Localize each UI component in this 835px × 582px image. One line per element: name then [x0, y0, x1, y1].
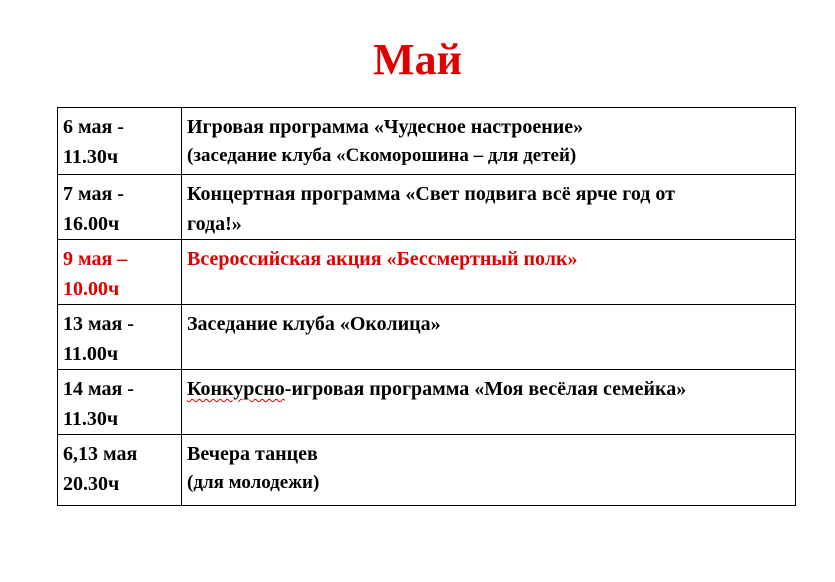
event-title: Всероссийская акция «Бессмертный полк»	[187, 248, 578, 270]
date-cell	[58, 175, 182, 240]
time-line: 16.00ч	[63, 213, 120, 235]
page-title: Май	[373, 35, 462, 84]
event-title-continued: года!»	[187, 213, 242, 235]
time-line: 11.30ч	[63, 146, 119, 168]
event-subtitle: (для молодежи)	[187, 472, 320, 493]
event-title: Заседание клуба «Околица»	[187, 313, 441, 335]
event-cell	[182, 370, 796, 435]
schedule-table	[57, 107, 796, 506]
date-line: 7 мая -	[63, 183, 124, 205]
date-line: 14 мая -	[63, 378, 134, 400]
event-cell	[182, 435, 796, 506]
table-row-highlighted	[58, 240, 796, 305]
event-title: Концертная программа «Свет подвига всё ярче год от	[187, 183, 675, 205]
spellcheck-word: Конкурсно	[187, 378, 285, 400]
date-line: 13 мая -	[63, 313, 134, 335]
date-cell	[58, 305, 182, 370]
event-subtitle: (заседание клуба «Скоморошина – для детей)	[187, 145, 577, 166]
event-title	[187, 374, 789, 404]
event-cell	[182, 305, 796, 370]
event-cell	[182, 108, 796, 175]
date-line: 9 мая –	[63, 248, 128, 270]
table-row	[58, 435, 796, 506]
date-cell	[58, 240, 182, 305]
time-line: 20.30ч	[63, 473, 120, 495]
time-line: 10.00ч	[63, 278, 120, 300]
date-cell	[58, 370, 182, 435]
time-line: 11.00ч	[63, 343, 119, 365]
table-row	[58, 305, 796, 370]
date-cell	[58, 108, 182, 175]
table-row	[58, 370, 796, 435]
time-line: 11.30ч	[63, 408, 119, 430]
date-cell	[58, 435, 182, 506]
date-line: 6 мая -	[63, 116, 124, 138]
event-title-rest: -игровая программа «Моя весёлая семейка»	[284, 378, 687, 400]
date-line: 6,13 мая	[63, 443, 138, 465]
table-row	[58, 108, 796, 175]
event-title: Игровая программа «Чудесное настроение»	[187, 116, 584, 138]
event-cell	[182, 175, 796, 240]
table-row	[58, 175, 796, 240]
event-cell	[182, 240, 796, 305]
event-title: Вечера танцев	[187, 443, 318, 465]
